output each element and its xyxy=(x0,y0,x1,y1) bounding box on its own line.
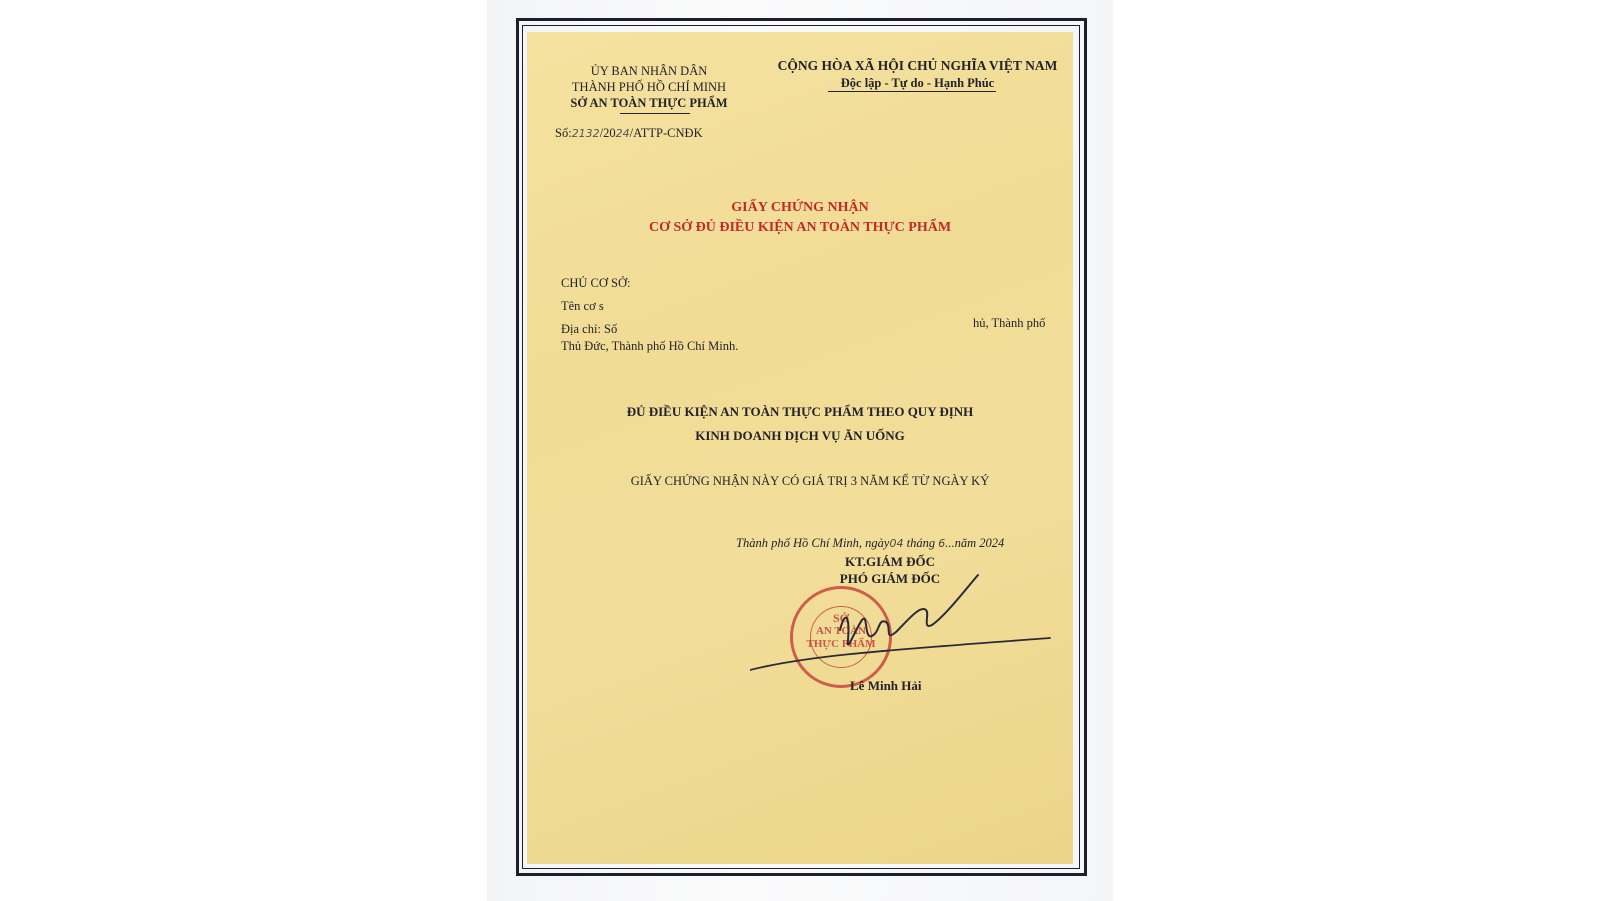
national-motto xyxy=(760,57,1075,91)
owner-field: CHỦ CƠ SỞ: xyxy=(561,276,631,290)
certificate-background xyxy=(527,32,1073,864)
establishment-name-field: Tên cơ s xyxy=(561,299,604,313)
motto-underline xyxy=(828,91,996,92)
number-handwritten: 2132 xyxy=(571,127,600,140)
condition-line-1: ĐỦ ĐIỀU KIỆN AN TOÀN THỰC PHẨM THEO QUY ĐỊNH xyxy=(626,404,974,419)
address-field: Địa chỉ: Số xyxy=(561,322,618,336)
authority-line-3: SỞ AN TOÀN THỰC PHẨM xyxy=(570,96,728,110)
authority-line-2: THÀNH PHỐ HỒ CHÍ MINH xyxy=(571,80,727,94)
motto: Độc lập - Tự do - Hạnh Phúc xyxy=(840,76,995,90)
year-text: ...năm 2024 xyxy=(945,536,1005,550)
seal-line-3: THỰC PHẨM xyxy=(806,638,876,650)
month-handwritten: 6 xyxy=(938,537,946,550)
title-line-2: CƠ SỞ ĐỦ ĐIỀU KIỆN AN TOÀN THỰC PHẨM xyxy=(648,220,952,235)
year-handwritten: 24 xyxy=(615,127,630,140)
month-label: tháng xyxy=(903,536,939,550)
number-prefix: Số: xyxy=(555,126,572,140)
title-line-1: GIẤY CHỨNG NHẬN xyxy=(731,200,869,215)
validity-statement: GIẤY CHỨNG NHẬN NÀY CÓ GIÁ TRỊ 3 NĂM KỂ TỪ NGÀY KÝ xyxy=(630,474,990,488)
certificate-title xyxy=(560,198,1040,238)
country-name: CỘNG HÒA XÃ HỘI CHỦ NGHĨA VIỆT NAM xyxy=(777,58,1058,73)
handwritten-signature xyxy=(750,570,1070,690)
address-field-right: hủ, Thành phố xyxy=(973,316,1046,330)
issuing-authority xyxy=(530,63,768,111)
document-number xyxy=(555,126,703,141)
date-prefix: Thành phố Hồ Chí Minh, ngày xyxy=(736,536,890,550)
authority-underline xyxy=(620,113,690,114)
signer-role-2: PHÓ GIÁM ĐỐC xyxy=(839,571,941,586)
issue-date xyxy=(736,536,1004,551)
authority-line-1: ỦY BAN NHÂN DÂN xyxy=(590,64,708,78)
day-handwritten: 04 xyxy=(889,537,904,550)
number-suffix: /ATTP-CNĐK xyxy=(629,126,703,140)
condition-line-2: KINH DOANH DỊCH VỤ ĂN UỐNG xyxy=(695,428,905,443)
signer-name: Lê Minh Hải xyxy=(850,678,922,693)
signer-role-1: KT.GIÁM ĐỐC xyxy=(844,554,936,569)
seal-line-1: SỞ xyxy=(832,611,849,625)
seal-line-2: AN TOÀN xyxy=(815,625,867,637)
number-mid: /20 xyxy=(599,126,616,140)
condition-statement xyxy=(560,400,1040,448)
address-line-2: Thủ Đức, Thành phố Hồ Chí Minh. xyxy=(561,339,739,353)
